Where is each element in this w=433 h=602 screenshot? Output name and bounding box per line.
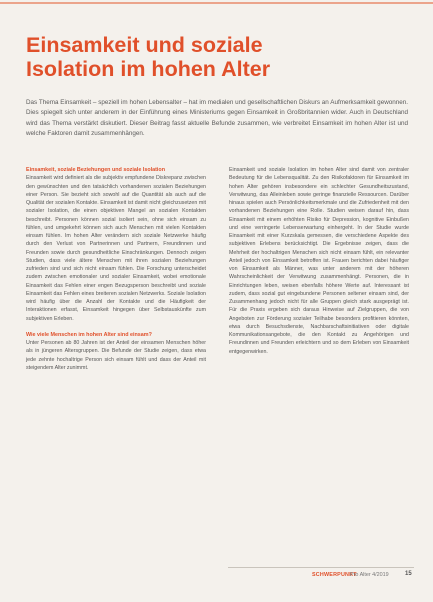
top-accent-line [0,2,433,4]
title-line-1: Einsamkeit und soziale [26,33,263,57]
page-footer [0,567,433,585]
left-section-heading: Einsamkeit, soziale Beziehungen und soziale Isolation [26,167,165,173]
article-lead: Das Thema Einsamkeit – speziell im hohen Lebensalter – hat im medialen und gesellschaftlichen Diskurs an Aufmerksamkeit gewonnen. Dies spiegelt sich unter anderem in der Einführung eines Ministeriums gegen Einsamkeit in Großbritannien wider. Auch in Deutschland wird das Thema verstärkt diskutiert. Dieser Beitrag fasst aktuelle Befunde zusammen, wie verbreitet Einsamkeit im hohen Alter ist und welche Faktoren damit zusammenhängen. [26,99,408,138]
footer-divider [228,567,414,568]
right-column [229,166,409,356]
footer-section-label: SCHWERPUNKT [312,572,357,578]
article-title [26,33,386,81]
title-line-2: Isolation im hohen Alter [26,57,271,81]
right-section-body: Einsamkeit und soziale Isolation im hohen Alter sind damit von zentraler Bedeutung für die Lebensqualität. Zu den Risikofaktoren für Einsamkeit im hohen Alter gehören insbesondere ein schlechter Gesundheitszustand, Verwitwung, das Alleinleben sowie geringe finanzielle Ressourcen. Darüber hinaus spielen auch Persönlichkeitsmerkmale und die Zufriedenheit mit den vorhandenen Beziehungen eine Rolle. Studien weisen darauf hin, dass Einsamkeit mit einem erhöhten Risiko für Depression, kognitive Einbußen und eine verringerte Lebenserwartung einhergeht. In der Studie wurde Einsamkeit mit einer Kurzskala gemessen, die verschiedene Aspekte des subjektiven Erlebens berücksichtigt. Die Ergebnisse zeigen, dass die Mehrheit der hochaltrigen Menschen sich nicht einsam fühlt, ein relevanter Anteil jedoch von Einsamkeit betroffen ist. Frauen berichten dabei häufiger von Einsamkeit als Männer, was unter anderem mit der höheren Wahrscheinlichkeit der Verwitwung zusammenhängt. Personen, die in Einrichtungen leben, weisen ebenfalls höhere Werte auf. Interessant ist zudem, dass sozial gut eingebundene Personen seltener einsam sind, der Zusammenhang jedoch nicht für alle Gruppen gleich stark ausgeprägt ist. Für die Praxis ergeben sich daraus Hinweise auf Zielgruppen, die von Angeboten zur Förderung sozialer Teilhabe besonders profitieren könnten, etwa durch Besuchsdienste, Nachbarschaftsinitiativen oder digitale Kommunikationsangebote, die den Kontakt zu Angehörigen und Freundinnen und Freunden erleichtern und so dem Erleben von Einsamkeit entgegenwirken. [229,167,409,355]
left-section-body: Einsamkeit wird definiert als die subjektiv empfundene Diskrepanz zwischen den gewünschten und den tatsächlich vorhandenen sozialen Beziehungen einer Person. Sie bezieht sich sowohl auf die Quantität als auch auf die Qualität der sozialen Kontakte. Einsamkeit ist damit nicht gleichzusetzen mit sozialer Isolation, die einen objektiven Mangel an sozialen Kontakten beschreibt. Personen können sozial isoliert sein, ohne sich einsam zu fühlen, und umgekehrt können sich auch Menschen mit vielen Kontakten einsam fühlen. Im hohen Alter verändern sich soziale Netzwerke häufig durch den Verlust von Partnerinnen und Partnern, Freundinnen und Freunden sowie durch gesundheitliche Einschränkungen. Dennoch zeigen Studien, dass viele ältere Menschen mit ihren sozialen Beziehungen zufrieden sind und sich nicht einsam fühlen. Die Forschung unterscheidet zudem zwischen emotionaler und sozialer Einsamkeit, wobei emotionale Einsamkeit das Fehlen einer engen Bezugsperson beschreibt und soziale Einsamkeit das Fehlen eines breiteren sozialen Netzwerks. Soziale Isolation wird häufig über die Anzahl der Kontakte und die Häufigkeit der Interaktionen erfasst, Einsamkeit hingegen über Selbstauskünfte zum subjektiven Erleben. [26,175,206,322]
page-number: 15 [405,571,412,577]
left-column [26,166,206,372]
left-section-heading-2: Wie viele Menschen im hohen Alter sind einsam? [26,331,152,338]
left-section-body-2: Unter Personen ab 80 Jahren ist der Anteil der einsamen Menschen höher als in jüngeren Altersgruppen. Die Befunde der Studie zeigen, dass etwa jede zehnte hochaltrige Person sich einsam fühlt und dass der Anteil mit steigendem Alter zunimmt. [26,340,206,371]
footer-issue: Pro Alter 4/2019 [350,572,389,578]
